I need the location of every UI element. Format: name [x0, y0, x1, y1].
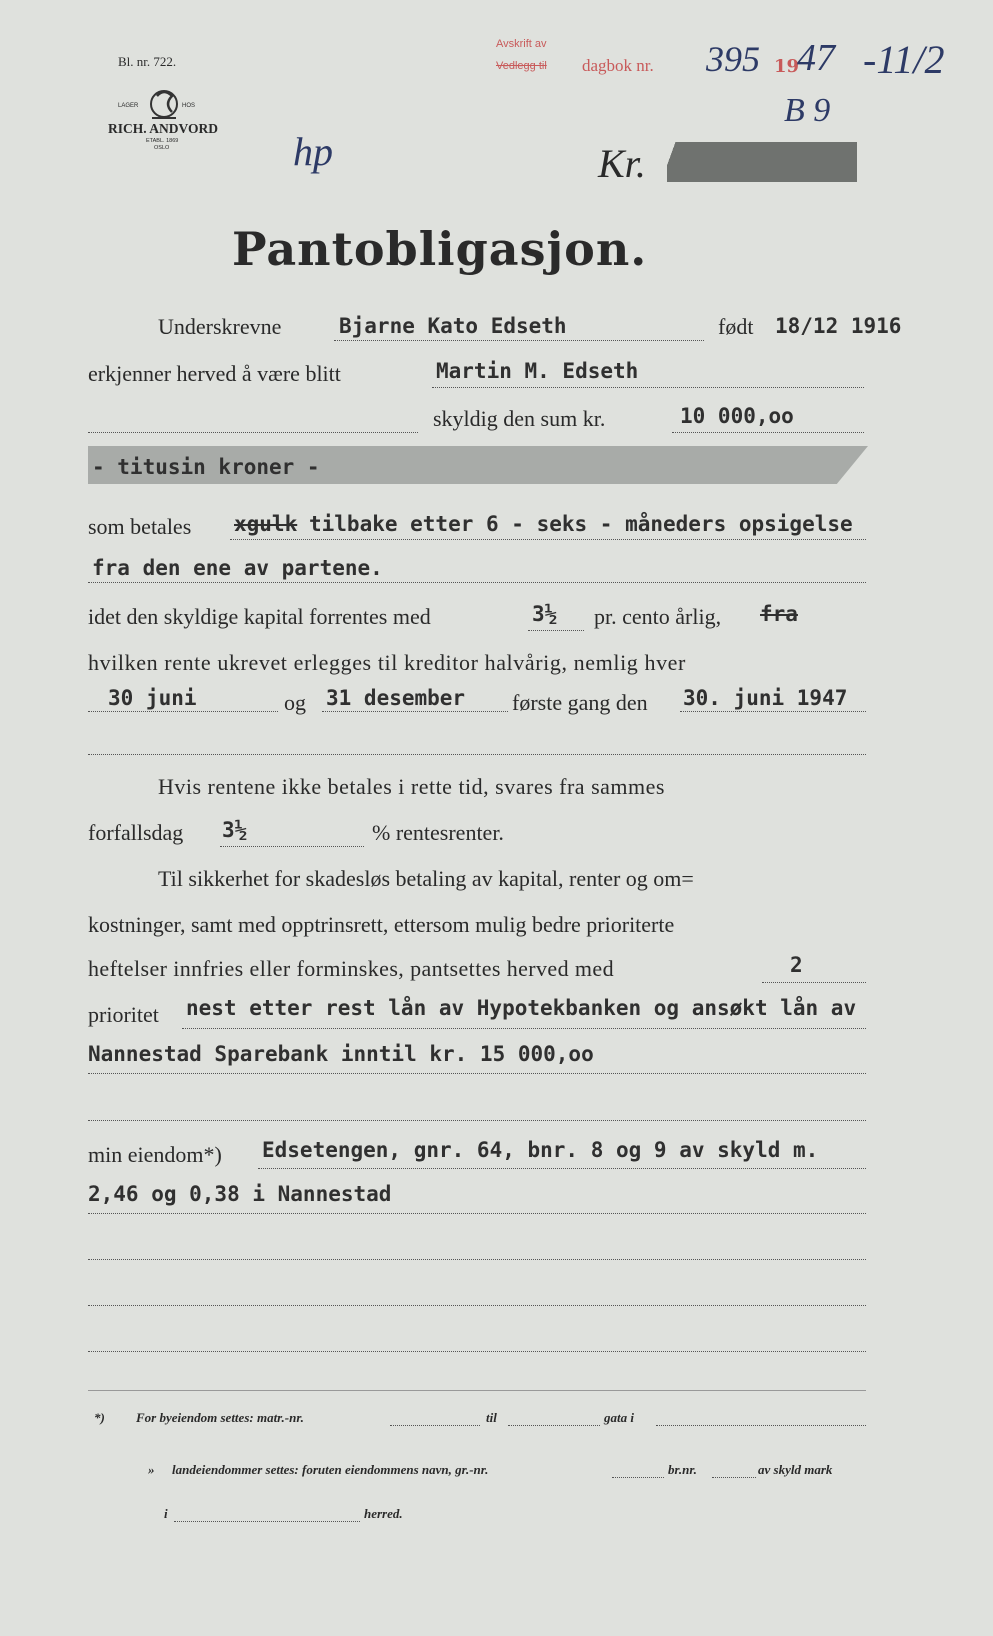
- security-line-1: Til sikkerhet for skadesløs betaling av kapital, renter og om=: [158, 866, 694, 891]
- penalty-unit: % rentesrenter.: [372, 820, 504, 845]
- interest-date-1: 30 juni: [108, 686, 197, 710]
- repay-struck-word: xgulk: [234, 512, 298, 536]
- footnote-line3-b: herred.: [364, 1506, 403, 1521]
- diary-number: 395: [706, 39, 760, 79]
- priority-text-2: Nannestad Sparebank inntil kr. 15 000,oo: [88, 1042, 594, 1066]
- footnote-line1-c: gata i: [604, 1410, 634, 1425]
- debtor-name: Bjarne Kato Edseth: [339, 314, 567, 338]
- due-label: forfallsdag: [88, 820, 184, 845]
- security-line-3: heftelser innfries eller forminskes, pantsettes herved med: [88, 956, 614, 981]
- interest-struck-word: fra: [760, 602, 798, 626]
- footnote-line1-b: til: [486, 1410, 497, 1425]
- handwritten-initials: hp: [293, 129, 333, 174]
- priority-text-1: nest etter rest lån av Hypotekbanken og ansøkt lån av: [186, 996, 857, 1020]
- document-title: Pantobligasjon.: [232, 222, 648, 276]
- footnote-line2-a: landeiendommer settes: foruten eiendommens navn, gr.-nr.: [172, 1462, 489, 1477]
- first-payment-date: 30. juni 1947: [683, 686, 848, 710]
- reference-mark: B 9: [784, 92, 831, 129]
- late-payment-text: Hvis rentene ikke betales i rette tid, svares fra sammes: [158, 774, 665, 799]
- amount-label: Kr.: [598, 141, 646, 186]
- acknowledge-label: erkjenner herved å være blitt: [88, 361, 341, 386]
- footnote-divider: [88, 1390, 866, 1391]
- footnote-line1-a: For byeiendom settes: matr.-nr.: [136, 1410, 304, 1425]
- publisher-lager: LAGER: [118, 103, 139, 109]
- diary-date: -11/2: [863, 37, 945, 82]
- publisher-hos: HOS: [182, 103, 196, 109]
- footnote-mark-1: *): [94, 1410, 105, 1425]
- year-suffix: 47: [797, 37, 835, 79]
- interest-line2: hvilken rente ukrevet erlegges til kreditor halvårig, nemlig hver: [88, 650, 686, 675]
- repay-terms: tilbake etter 6 - seks - måneders opsigelse: [309, 512, 853, 536]
- diary-label: dagbok nr.: [582, 56, 654, 75]
- og-label: og: [284, 690, 306, 715]
- year-prefix: 19: [774, 56, 800, 77]
- penalty-rate: 3½: [222, 818, 248, 842]
- property-text-1: Edsetengen, gnr. 64, bnr. 8 og 9 av skyld m.: [262, 1138, 819, 1162]
- repay-terms-line2: fra den ene av partene.: [92, 556, 383, 580]
- publisher-logo: [108, 82, 222, 162]
- interest-unit: pr. cento årlig,: [594, 604, 722, 629]
- publisher-estab: ETABL. 1869: [146, 138, 179, 144]
- priority-label: prioritet: [88, 1002, 159, 1027]
- amount-redaction-bar: [667, 142, 857, 182]
- footnote-mark-2: »: [148, 1462, 155, 1477]
- footnote-line2-c: av skyld mark: [758, 1462, 833, 1477]
- footnote-line3-a: i: [164, 1506, 168, 1521]
- publisher-city: OSLO: [154, 145, 170, 151]
- property-label: min eiendom*): [88, 1142, 222, 1167]
- copy-stamp-line2: Vedlegg til: [496, 60, 547, 72]
- amount-value: 10 000,oo: [680, 404, 794, 428]
- owing-label: skyldig den sum kr.: [433, 406, 606, 431]
- property-text-2: 2,46 og 0,38 i Nannestad: [88, 1182, 392, 1206]
- creditor-name: Martin M. Edseth: [436, 359, 639, 383]
- interest-label: idet den skyldige kapital forrentes med: [88, 604, 431, 629]
- first-time-label: første gang den: [512, 690, 648, 715]
- priority-number: 2: [790, 953, 803, 977]
- footnote-line2-b: br.nr.: [668, 1462, 697, 1477]
- security-line-2: kostninger, samt med opptrinsrett, ettersom mulig bedre prioriterte: [88, 912, 675, 937]
- copy-stamp-line1: Avskrift av: [496, 38, 547, 50]
- repay-label: som betales: [88, 514, 192, 539]
- born-date: 18/12 1916: [775, 314, 902, 338]
- undersigned-label: Underskrevne: [158, 314, 282, 339]
- amount-in-words: - titusin kroner -: [92, 455, 320, 479]
- interest-date-2: 31 desember: [326, 686, 466, 710]
- publisher-name: RICH. ANDVORD: [108, 121, 218, 136]
- form-number: Bl. nr. 722.: [118, 54, 177, 69]
- born-label: født: [718, 314, 754, 339]
- interest-rate: 3½: [532, 602, 558, 626]
